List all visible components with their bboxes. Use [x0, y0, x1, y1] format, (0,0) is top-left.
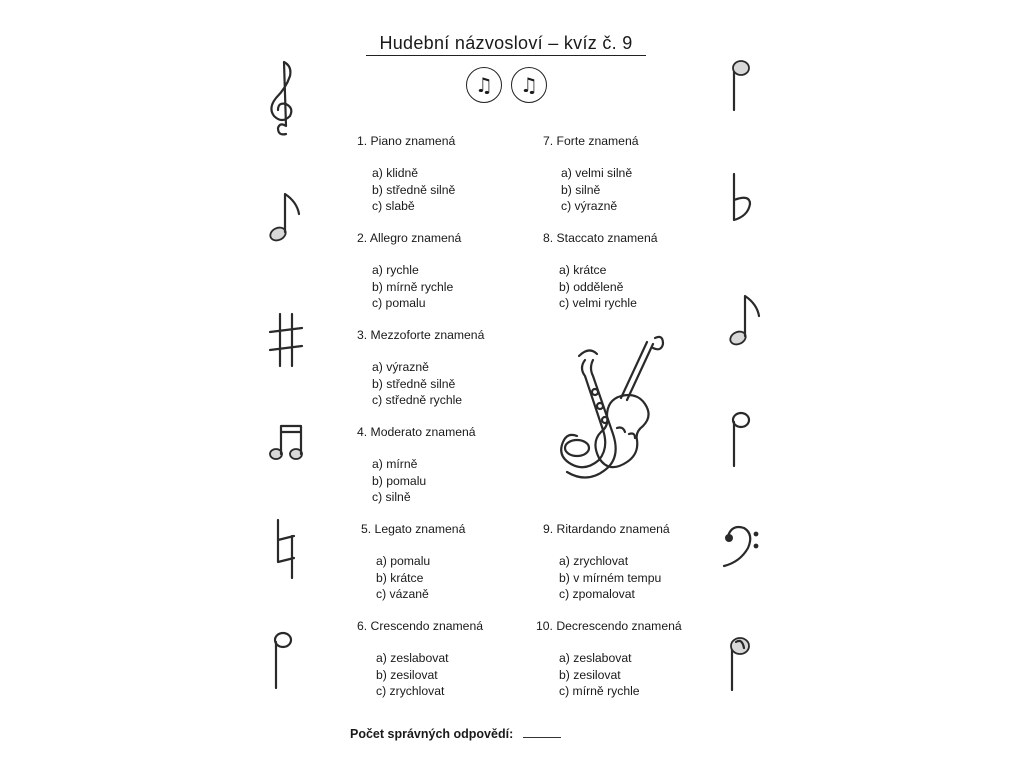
option-b: b) v mírném tempu	[559, 570, 662, 585]
option-a: a) krátce	[559, 263, 607, 277]
option-a: a) výrazně	[372, 360, 429, 374]
eighth-note-icon	[728, 292, 762, 350]
option-b: b) pomalu	[372, 473, 427, 488]
question-3	[357, 327, 484, 409]
natural-icon	[272, 518, 298, 580]
option-b: b) středně silně	[372, 376, 456, 391]
question-6	[357, 618, 483, 700]
option-c: c) středně rychle	[372, 393, 463, 408]
beamed-notes-icon: ♫	[520, 73, 538, 97]
option-a: a) zeslabovat	[559, 651, 632, 665]
question-text: 7. Forte znamená	[543, 134, 639, 148]
option-b: b) zesilovat	[559, 667, 621, 682]
music-note-badge-left	[466, 67, 502, 103]
question-text: 8. Staccato znamená	[543, 231, 658, 245]
option-a: a) zeslabovat	[376, 651, 449, 665]
question-text: 1. Piano znamená	[357, 134, 456, 148]
instruments-icon	[555, 330, 670, 490]
score-answer-blank[interactable]	[523, 727, 561, 738]
question-text: 6. Crescendo znamená	[357, 619, 484, 633]
half-note-icon	[270, 628, 296, 690]
half-note-icon	[728, 408, 752, 468]
treble-clef-icon	[268, 58, 300, 136]
question-text: 5. Legato znamená	[361, 522, 466, 536]
beamed-notes-icon: ♫	[475, 73, 493, 97]
option-b: b) silně	[561, 182, 601, 197]
option-c: c) zpomalovat	[559, 587, 635, 602]
option-b: b) krátce	[376, 570, 424, 585]
flat-icon	[728, 172, 754, 224]
option-a: a) zrychlovat	[559, 554, 629, 568]
score-label: Počet správných odpovědí:	[350, 727, 514, 741]
page-title: Hudební názvosloví – kvíz č. 9	[366, 33, 646, 56]
question-text: 10. Decrescendo znamená	[536, 619, 682, 633]
music-note-badge-right	[511, 67, 547, 103]
option-b: b) mírně rychle	[372, 279, 454, 294]
option-c: c) zrychlovat	[376, 684, 445, 699]
question-text: 3. Mezzoforte znamená	[357, 328, 485, 342]
option-a: a) pomalu	[376, 554, 431, 568]
question-7	[543, 133, 639, 215]
option-b: b) zesilovat	[376, 667, 438, 682]
option-c: c) vázaně	[376, 587, 429, 602]
question-4	[357, 424, 476, 506]
sharp-icon	[268, 312, 304, 368]
question-5	[361, 521, 465, 603]
quarter-note-icon	[728, 56, 752, 112]
quarter-note-icon	[726, 632, 752, 692]
option-c: c) velmi rychle	[559, 296, 637, 311]
option-b: b) odděleně	[559, 279, 624, 294]
eighth-note-icon	[268, 190, 302, 245]
question-1	[357, 133, 455, 215]
question-text: 4. Moderato znamená	[357, 425, 476, 439]
question-2	[357, 230, 461, 312]
option-a: a) velmi silně	[561, 166, 633, 180]
option-c: c) pomalu	[372, 296, 426, 311]
question-text: 9. Ritardando znamená	[543, 522, 670, 536]
option-c: c) silně	[372, 490, 411, 505]
question-10	[536, 618, 682, 700]
saxophone-violin-illustration	[555, 330, 670, 490]
option-c: c) výrazně	[561, 199, 618, 214]
option-c: c) slabě	[372, 199, 415, 214]
question-text: 2. Allegro znamená	[357, 231, 462, 245]
option-a: a) mírně	[372, 457, 418, 471]
question-8	[543, 230, 658, 312]
option-a: a) klidně	[372, 166, 419, 180]
score-footer	[350, 727, 561, 741]
question-9	[543, 521, 670, 603]
option-a: a) rychle	[372, 263, 419, 277]
option-b: b) středně silně	[372, 182, 456, 197]
beamed-eighth-notes-icon	[268, 420, 306, 462]
bass-clef-icon	[720, 522, 762, 570]
option-c: c) mírně rychle	[559, 684, 640, 699]
